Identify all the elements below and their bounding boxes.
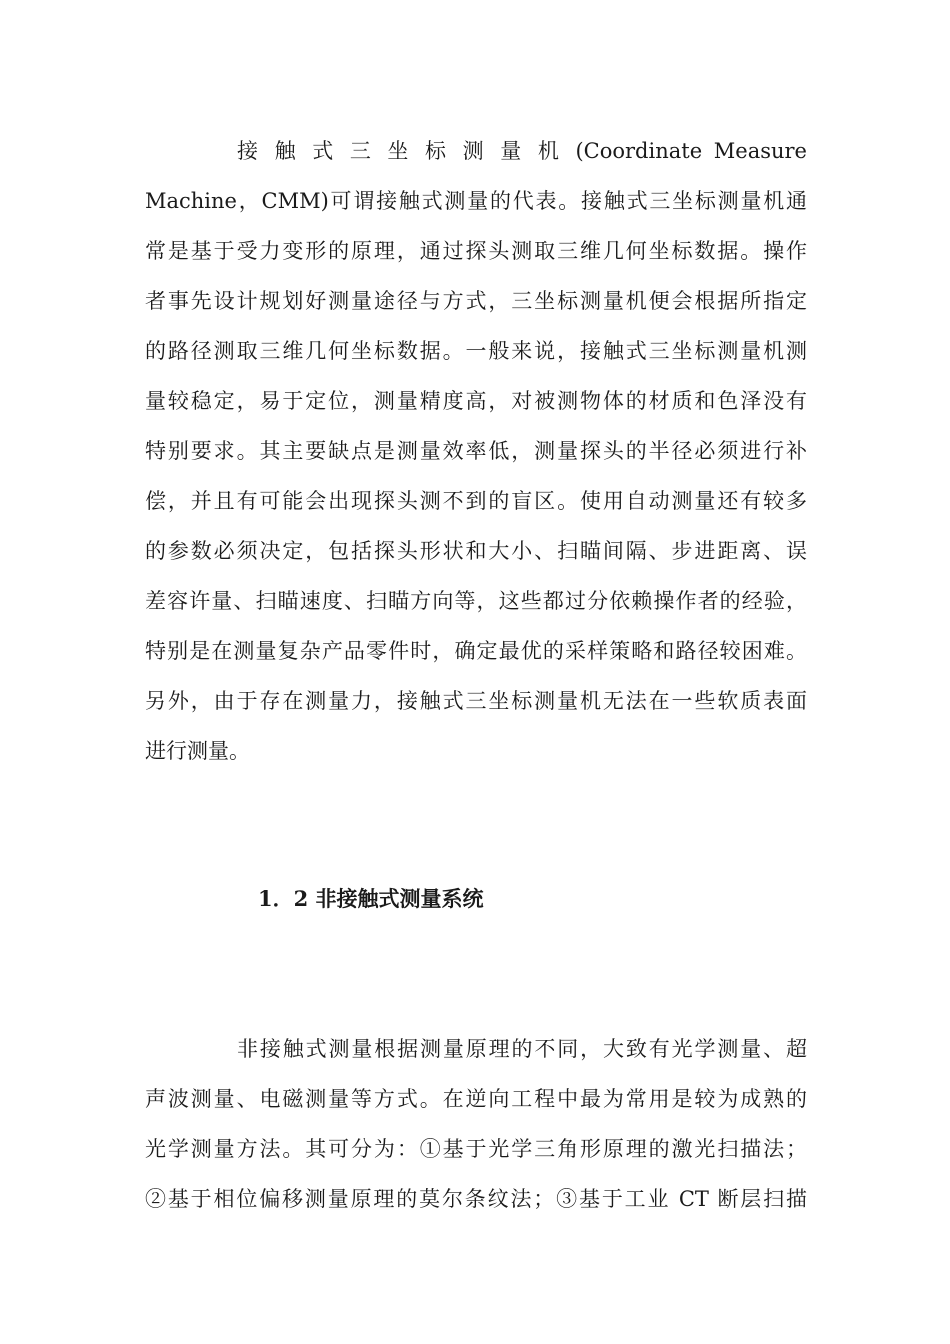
paragraph2-line-1: 非接触式测量根据测量原理的不同，大致有光学测量、超: [237, 1037, 807, 1061]
paragraph2-line-2: 声波测量、电磁测量等方式。在逆向工程中最为常用是较为成熟的: [145, 1087, 807, 1111]
paragraph1-line-1: 接 触 式 三 坐 标 测 量 机 (Coordinate Measure: [237, 139, 807, 163]
paragraph1-line-2: Machine，CMM)可谓接触式测量的代表。接触式三坐标测量机通: [145, 189, 807, 213]
paragraph1-line-7: 特别要求。其主要缺点是测量效率低，测量探头的半径必须进行补: [145, 439, 807, 463]
paragraph2-line-3: 光学测量方法。其可分为：①基于光学三角形原理的激光扫描法；: [145, 1137, 807, 1161]
paragraph1-line-13: 进行测量。: [145, 739, 250, 763]
paragraph1-line-5: 的路径测取三维几何坐标数据。一般来说，接触式三坐标测量机测: [145, 339, 807, 363]
section-heading: 1．2 非接触式测量系统: [258, 886, 484, 911]
paragraph1-line-8: 偿，并且有可能会出现探头测不到的盲区。使用自动测量还有较多: [145, 489, 807, 513]
paragraph1-line-4: 者事先设计规划好测量途径与方式，三坐标测量机便会根据所指定: [145, 289, 807, 313]
paragraph1-line-6: 量较稳定，易于定位，测量精度高，对被测物体的材质和色泽没有: [145, 389, 807, 413]
paragraph1-line-10: 差容许量、扫瞄速度、扫瞄方向等，这些都过分依赖操作者的经验，: [145, 589, 807, 613]
paragraph1-line-12: 另外，由于存在测量力，接触式三坐标测量机无法在一些软质表面: [145, 689, 807, 713]
paragraph1-line-11: 特别是在测量复杂产品零件时，确定最优的采样策略和路径较困难。: [145, 639, 807, 663]
paragraph2-line-4: ②基于相位偏移测量原理的莫尔条纹法；③基于工业 CT 断层扫描: [145, 1187, 807, 1211]
paragraph1-line-3: 常是基于受力变形的原理，通过探头测取三维几何坐标数据。操作: [145, 239, 807, 263]
paragraph1-line-9: 的参数必须决定，包括探头形状和大小、扫瞄间隔、步进距离、误: [145, 539, 807, 563]
